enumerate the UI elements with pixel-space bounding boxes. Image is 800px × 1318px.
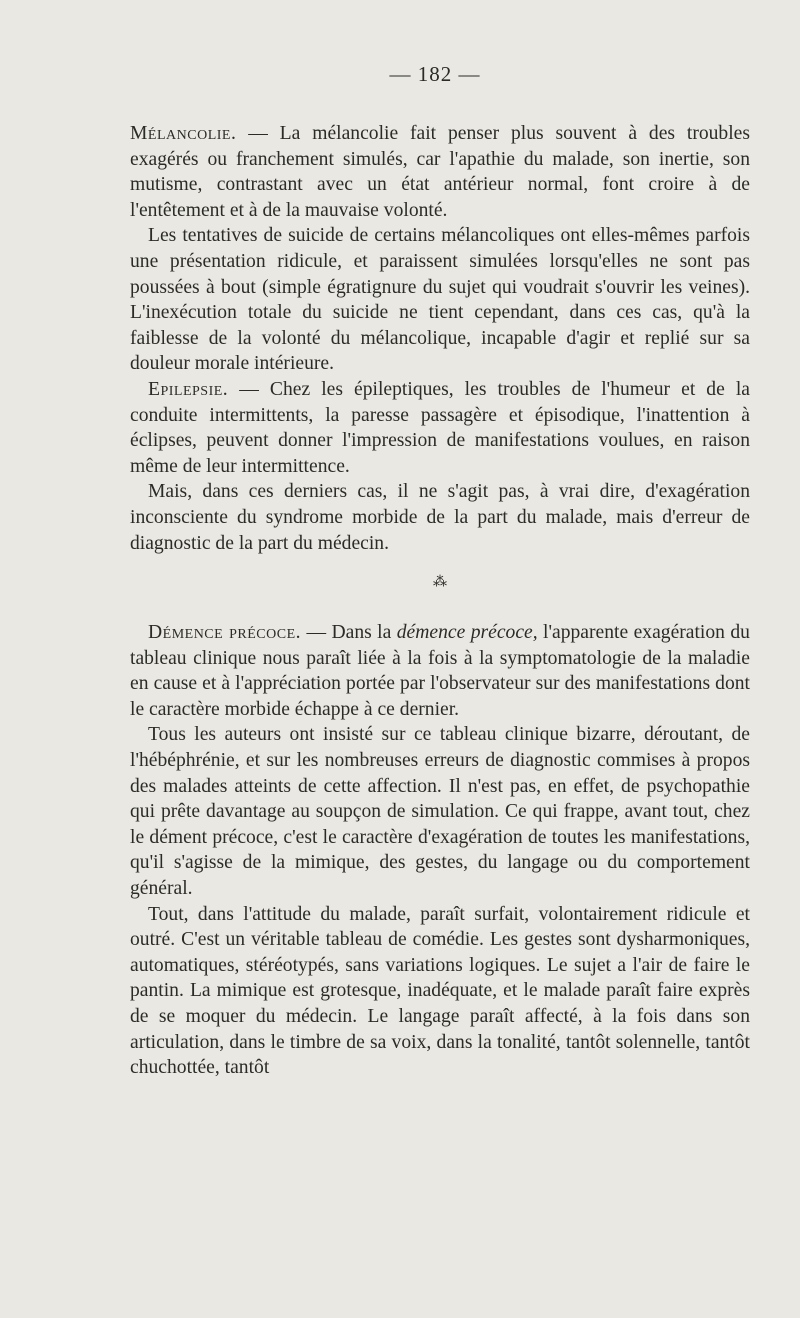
asterism-separator: ⁂ [433, 574, 447, 591]
paragraph-text: — La mélancolie fait penser plus souvent à des troubles exagérés ou franchement simulés, car l'apathie du malade, son inertie, son mutisme, contrastant avec un état antérieur normal, font croire à de l'entêtement et à de la mauvaise volonté. [130, 123, 750, 221]
section-heading-demence: Démence précoce. [148, 622, 302, 644]
paragraph-demence-1 [130, 620, 750, 722]
page-number: — 182 — [389, 62, 481, 86]
paragraph-demence-3: Tout, dans l'attitude du malade, paraît surfait, volontairement ridicule et outré. C'est un véritable tableau de comédie. Les gestes sont dysharmoniques, automatiques, stéréotypés, sans variations logiques. Le sujet a l'air de faire le pantin. La mimique est grotesque, inadéquate, et le malade paraît faire exprès de se moquer du médecin. Le langage paraît affecté, à la fois dans son articulation, dans le timbre de sa voix, dans la tonalité, tantôt solennelle, tantôt chuchottée, tantôt [130, 903, 750, 1079]
paragraph-epilepsie-1 [130, 377, 750, 479]
paragraph-demence-2: Tous les auteurs ont insisté sur ce tableau clinique bizarre, déroutant, de l'hébéphrénie, et sur les nombreuses erreurs de diagnostic commises à propos des malades atteints de cette affection. Il n'est pas, en effet, de psychopathie qui prête davantage au soupçon de simulation. Ce qui frappe, avant tout, chez le dément précoce, c'est le caractère d'exagération de toutes les manifestations, qu'il s'agisse de la mimique, des gestes, du langage ou du comportement général. [130, 724, 750, 900]
paragraph-melancolie-2: Les tentatives de suicide de certains mélancoliques ont elles-mêmes parfois une présentation ridicule, et paraissent simulées lorsqu'elles ne sont pas poussées à bout (simple égratignure du sujet qui voudrait s'ouvrir les veines). L'inexécution totale du suicide ne tient cependant, dans ces cas, qu'à la faiblesse de la volonté du mélancolique, incapable d'agir et replié sur sa douleur morale intérieure. [130, 225, 750, 375]
paragraph-epilepsie-2: Mais, dans ces derniers cas, il ne s'agit pas, à vrai dire, d'exagération inconsciente du syndrome morbide de la part du malade, mais d'erreur de diagnostic de la part du médecin. [130, 481, 750, 554]
paragraph-text: — Chez les épileptiques, les troubles de l'humeur et de la conduite intermittents, la paresse passagère et épisodique, l'inattention à éclipses, peuvent donner l'impression de manifestations voulues, en raison même de leur intermittence. [130, 378, 750, 477]
paragraph-melancolie-1 [130, 121, 750, 223]
paragraph-text: l'apparente exagération du tableau clinique nous paraît liée à la fois à la symptomatologie de la maladie en cause et à l'appréciation portée par l'observateur sur des manifestations dont le caractère morbide échappe à ce dernier. [130, 622, 750, 720]
section-heading-epilepsie: Epilepsie. [148, 378, 229, 400]
paragraph-text: — Dans la [301, 622, 397, 644]
section-heading-melancolie: Mélancolie. [130, 123, 237, 144]
emphasis-demence-precoce: démence précoce, [396, 622, 538, 644]
